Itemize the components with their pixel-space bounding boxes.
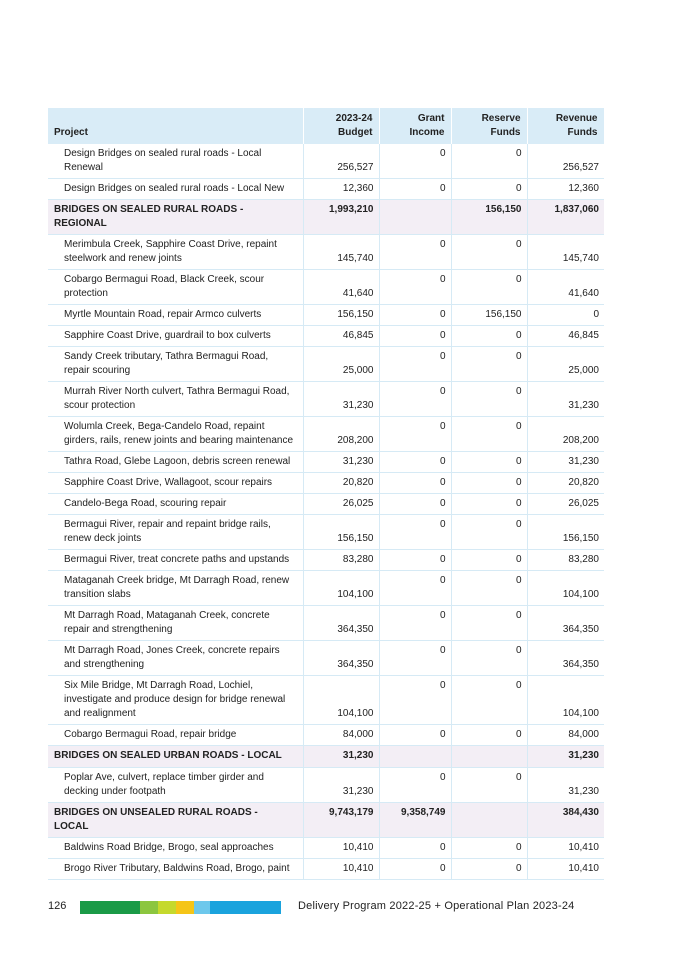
reserve-funds-cell: 0: [451, 838, 527, 859]
document-title: Delivery Program 2022-25 + Operational Plan 2023-24: [298, 900, 575, 912]
grant-income-cell: 0: [379, 382, 451, 417]
budget-table: [48, 108, 605, 880]
project-cell: Cobargo Bermagui Road, repair bridge: [48, 725, 303, 746]
budget-cell: 12,360: [303, 179, 379, 200]
revenue-funds-cell: 0: [527, 305, 604, 326]
project-cell: Tathra Road, Glebe Lagoon, debris screen renewal: [48, 452, 303, 473]
budget-cell: 83,280: [303, 550, 379, 571]
grant-income-cell: 0: [379, 347, 451, 382]
revenue-funds-cell: 104,100: [527, 676, 604, 725]
budget-table-container: [48, 108, 604, 880]
color-bar-segment: [140, 901, 158, 914]
category-row: [48, 746, 604, 768]
header-reserve: [451, 108, 527, 144]
budget-cell: 10,410: [303, 859, 379, 880]
revenue-funds-cell: 20,820: [527, 473, 604, 494]
project-cell: Design Bridges on sealed rural roads - Local New: [48, 179, 303, 200]
revenue-funds-cell: 46,845: [527, 326, 604, 347]
revenue-funds-cell: 104,100: [527, 571, 604, 606]
header-grant: [379, 108, 451, 144]
reserve-funds-cell: 0: [451, 235, 527, 270]
budget-cell: 9,743,179: [303, 803, 379, 838]
project-cell: Brogo River Tributary, Baldwins Road, Brogo, paint: [48, 859, 303, 880]
reserve-funds-cell: 0: [451, 179, 527, 200]
project-cell: Merimbula Creek, Sapphire Coast Drive, repaint steelwork and renew joints: [48, 235, 303, 270]
grant-income-cell: 0: [379, 473, 451, 494]
revenue-funds-cell: 31,230: [527, 746, 604, 768]
header-grant-line2: Income: [409, 127, 445, 138]
table-row: [48, 326, 604, 347]
reserve-funds-cell: 0: [451, 725, 527, 746]
budget-cell: 364,350: [303, 606, 379, 641]
table-row: [48, 144, 604, 179]
revenue-funds-cell: 31,230: [527, 452, 604, 473]
project-cell: Mt Darragh Road, Mataganah Creek, concrete repair and strengthening: [48, 606, 303, 641]
revenue-funds-cell: 25,000: [527, 347, 604, 382]
grant-income-cell: 0: [379, 179, 451, 200]
grant-income-cell: 0: [379, 676, 451, 725]
budget-cell: 104,100: [303, 571, 379, 606]
budget-cell: 156,150: [303, 305, 379, 326]
grant-income-cell: 0: [379, 270, 451, 305]
reserve-funds-cell: 0: [451, 270, 527, 305]
reserve-funds-cell: 0: [451, 494, 527, 515]
header-grant-line1: Grant: [417, 113, 445, 124]
project-cell: Cobargo Bermagui Road, Black Creek, scour protection: [48, 270, 303, 305]
header-revenue-line2: Funds: [567, 127, 598, 138]
reserve-funds-cell: 156,150: [451, 305, 527, 326]
project-cell: Mt Darragh Road, Jones Creek, concrete repairs and strengthening: [48, 641, 303, 676]
color-bar-segment: [176, 901, 194, 914]
revenue-funds-cell: 12,360: [527, 179, 604, 200]
grant-income-cell: 0: [379, 235, 451, 270]
table-row: [48, 515, 604, 550]
page-footer: [0, 898, 675, 918]
budget-cell: 26,025: [303, 494, 379, 515]
grant-income-cell: 0: [379, 725, 451, 746]
revenue-funds-cell: 41,640: [527, 270, 604, 305]
header-revenue: [527, 108, 604, 144]
reserve-funds-cell: 0: [451, 571, 527, 606]
project-cell: Baldwins Road Bridge, Brogo, seal approaches: [48, 838, 303, 859]
revenue-funds-cell: 84,000: [527, 725, 604, 746]
color-bar-segment: [80, 901, 110, 914]
table-row: [48, 859, 604, 880]
budget-cell: 364,350: [303, 641, 379, 676]
grant-income-cell: 0: [379, 515, 451, 550]
grant-income-cell: 0: [379, 768, 451, 803]
revenue-funds-cell: 208,200: [527, 417, 604, 452]
header-budget: [303, 108, 379, 144]
table-row: [48, 768, 604, 803]
reserve-funds-cell: 0: [451, 550, 527, 571]
reserve-funds-cell: 0: [451, 452, 527, 473]
header-project: Project: [48, 108, 303, 144]
revenue-funds-cell: 364,350: [527, 606, 604, 641]
reserve-funds-cell: 156,150: [451, 200, 527, 235]
project-cell: Bermagui River, repair and repaint bridge rails, renew deck joints: [48, 515, 303, 550]
category-row: [48, 200, 604, 235]
header-reserve-line2: Funds: [490, 127, 521, 138]
budget-cell: 31,230: [303, 746, 379, 768]
table-row: [48, 494, 604, 515]
reserve-funds-cell: 0: [451, 641, 527, 676]
table-row: [48, 347, 604, 382]
color-bar-segment: [194, 901, 210, 914]
budget-cell: 41,640: [303, 270, 379, 305]
budget-cell: 25,000: [303, 347, 379, 382]
header-row: [48, 108, 604, 144]
grant-income-cell: 0: [379, 550, 451, 571]
table-row: [48, 235, 604, 270]
project-cell: Sandy Creek tributary, Tathra Bermagui Road, repair scouring: [48, 347, 303, 382]
project-cell: BRIDGES ON SEALED URBAN ROADS - LOCAL: [48, 746, 303, 768]
table-row: [48, 179, 604, 200]
footer-color-bar: [80, 901, 281, 914]
budget-cell: 256,527: [303, 144, 379, 179]
table-row: [48, 270, 604, 305]
header-budget-line1: 2023-24: [335, 113, 373, 124]
header-budget-line2: Budget: [338, 127, 373, 138]
project-cell: BRIDGES ON SEALED RURAL ROADS - REGIONAL: [48, 200, 303, 235]
project-cell: Sapphire Coast Drive, Wallagoot, scour repairs: [48, 473, 303, 494]
revenue-funds-cell: 31,230: [527, 382, 604, 417]
table-row: [48, 417, 604, 452]
budget-cell: 46,845: [303, 326, 379, 347]
table-row: [48, 725, 604, 746]
reserve-funds-cell: 0: [451, 473, 527, 494]
grant-income-cell: 0: [379, 606, 451, 641]
grant-income-cell: 0: [379, 641, 451, 676]
project-cell: Wolumla Creek, Bega-Candelo Road, repaint girders, rails, renew joints and bearing maintenance: [48, 417, 303, 452]
table-header: [48, 108, 604, 144]
reserve-funds-cell: 0: [451, 515, 527, 550]
revenue-funds-cell: 10,410: [527, 838, 604, 859]
table-row: [48, 571, 604, 606]
reserve-funds-cell: 0: [451, 347, 527, 382]
budget-cell: 31,230: [303, 768, 379, 803]
revenue-funds-cell: 256,527: [527, 144, 604, 179]
budget-cell: 31,230: [303, 452, 379, 473]
grant-income-cell: 0: [379, 417, 451, 452]
budget-cell: 145,740: [303, 235, 379, 270]
table-row: [48, 641, 604, 676]
project-cell: Bermagui River, treat concrete paths and upstands: [48, 550, 303, 571]
budget-cell: 31,230: [303, 382, 379, 417]
table-row: [48, 305, 604, 326]
table-row: [48, 382, 604, 417]
reserve-funds-cell: [451, 803, 527, 838]
grant-income-cell: 0: [379, 452, 451, 473]
revenue-funds-cell: 83,280: [527, 550, 604, 571]
table-row: [48, 452, 604, 473]
grant-income-cell: 0: [379, 326, 451, 347]
grant-income-cell: 9,358,749: [379, 803, 451, 838]
revenue-funds-cell: 156,150: [527, 515, 604, 550]
table-row: [48, 676, 604, 725]
grant-income-cell: 0: [379, 859, 451, 880]
project-cell: Sapphire Coast Drive, guardrail to box culverts: [48, 326, 303, 347]
revenue-funds-cell: 10,410: [527, 859, 604, 880]
header-reserve-line1: Reserve: [481, 113, 521, 124]
table-row: [48, 550, 604, 571]
budget-cell: 156,150: [303, 515, 379, 550]
grant-income-cell: 0: [379, 305, 451, 326]
project-cell: Candelo-Bega Road, scouring repair: [48, 494, 303, 515]
budget-cell: 104,100: [303, 676, 379, 725]
revenue-funds-cell: 1,837,060: [527, 200, 604, 235]
revenue-funds-cell: 145,740: [527, 235, 604, 270]
project-cell: Murrah River North culvert, Tathra Bermagui Road, scour protection: [48, 382, 303, 417]
budget-cell: 10,410: [303, 838, 379, 859]
header-revenue-line1: Revenue: [555, 113, 598, 124]
project-cell: Poplar Ave, culvert, replace timber girder and decking under footpath: [48, 768, 303, 803]
project-cell: BRIDGES ON UNSEALED RURAL ROADS - LOCAL: [48, 803, 303, 838]
reserve-funds-cell: 0: [451, 768, 527, 803]
budget-cell: 1,993,210: [303, 200, 379, 235]
grant-income-cell: 0: [379, 144, 451, 179]
grant-income-cell: 0: [379, 571, 451, 606]
revenue-funds-cell: 31,230: [527, 768, 604, 803]
color-bar-segment: [158, 901, 176, 914]
budget-cell: 20,820: [303, 473, 379, 494]
reserve-funds-cell: 0: [451, 417, 527, 452]
project-cell: Mataganah Creek bridge, Mt Darragh Road, renew transition slabs: [48, 571, 303, 606]
project-cell: Myrtle Mountain Road, repair Armco culverts: [48, 305, 303, 326]
grant-income-cell: [379, 746, 451, 768]
reserve-funds-cell: 0: [451, 676, 527, 725]
color-bar-segment: [110, 901, 140, 914]
table-body: [48, 144, 604, 880]
reserve-funds-cell: [451, 746, 527, 768]
reserve-funds-cell: 0: [451, 606, 527, 641]
reserve-funds-cell: 0: [451, 382, 527, 417]
project-cell: Six Mile Bridge, Mt Darragh Road, Lochiel, investigate and produce design for bridge renewal and realignment: [48, 676, 303, 725]
table-row: [48, 606, 604, 641]
budget-cell: 84,000: [303, 725, 379, 746]
page-number: 126: [48, 900, 67, 912]
budget-cell: 208,200: [303, 417, 379, 452]
color-bar-segment: [210, 901, 281, 914]
table-row: [48, 473, 604, 494]
table-row: [48, 838, 604, 859]
grant-income-cell: 0: [379, 838, 451, 859]
reserve-funds-cell: 0: [451, 859, 527, 880]
reserve-funds-cell: 0: [451, 326, 527, 347]
revenue-funds-cell: 364,350: [527, 641, 604, 676]
grant-income-cell: [379, 200, 451, 235]
category-row: [48, 803, 604, 838]
project-cell: Design Bridges on sealed rural roads - Local Renewal: [48, 144, 303, 179]
reserve-funds-cell: 0: [451, 144, 527, 179]
revenue-funds-cell: 384,430: [527, 803, 604, 838]
grant-income-cell: 0: [379, 494, 451, 515]
revenue-funds-cell: 26,025: [527, 494, 604, 515]
